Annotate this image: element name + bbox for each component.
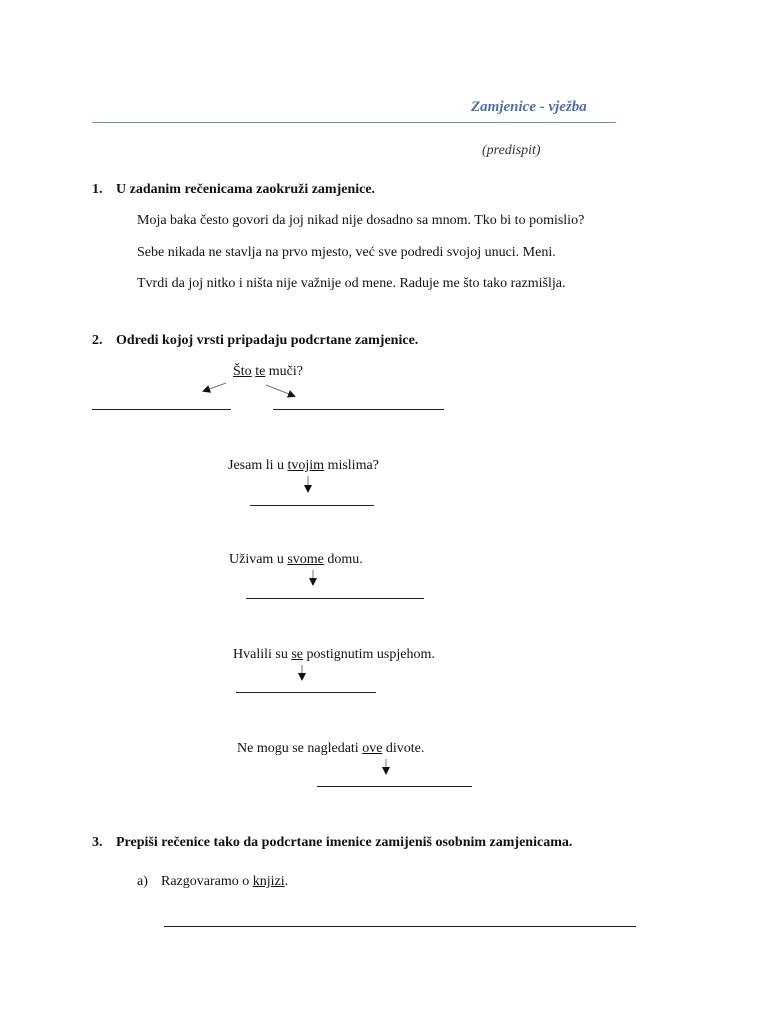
underlined-pronoun: se <box>291 647 304 662</box>
task-1-sentence: Tvrdi da joj nitko i ništa nije važnije od mene. Raduje me što tako razmišlja. <box>137 276 566 291</box>
sentence-start: Ne mogu se nagledati <box>237 741 363 756</box>
answer-line[interactable] <box>92 409 231 410</box>
answer-line[interactable] <box>236 692 376 693</box>
task-2-sentence-2 <box>228 458 379 474</box>
answer-line[interactable] <box>246 598 424 599</box>
sentence-start: Uživam u <box>229 552 288 567</box>
task-3-number: 3. <box>92 835 103 850</box>
sentence-rest: muči? <box>265 364 304 379</box>
task-1-number: 1. <box>92 182 103 197</box>
task-2-sentence-4 <box>233 647 435 663</box>
sentence-start: Razgovaramo o <box>161 874 253 889</box>
task-2-sentence-3 <box>229 552 363 568</box>
task-3-item-a <box>137 874 288 890</box>
task-2-sentence-5 <box>237 741 424 757</box>
sentence-rest: . <box>284 874 289 889</box>
page-subtitle: (predispit) <box>482 143 541 158</box>
sentence-rest: divote. <box>382 741 425 756</box>
arrow-icon <box>204 383 226 391</box>
sentence-start: Jesam li u <box>228 458 288 473</box>
task-2-sentence-1 <box>233 364 303 380</box>
title-rule <box>92 122 616 123</box>
task-1-heading <box>92 182 375 198</box>
underlined-pronoun: te <box>255 364 266 379</box>
task-2-instruction: Odredi kojoj vrsti pripadaju podcrtane zamjenice. <box>116 333 419 348</box>
underlined-pronoun: svome <box>287 552 324 567</box>
task-1-sentence: Sebe nikada ne stavlja na prvo mjesto, već sve podredi svojoj unuci. Meni. <box>137 245 556 260</box>
underlined-noun: knjizi <box>252 874 285 889</box>
answer-line[interactable] <box>273 409 444 410</box>
task-3-heading <box>92 835 572 851</box>
page-title: Zamjenice - vježba <box>471 99 587 115</box>
answer-line[interactable] <box>250 505 374 506</box>
item-label: a) <box>137 874 148 889</box>
task-1-sentence: Moja baka često govori da joj nikad nije dosadno sa mnom. Tko bi to pomislio? <box>137 213 585 228</box>
sentence-rest: mislima? <box>324 458 379 473</box>
underlined-pronoun: ove <box>362 741 383 756</box>
underlined-pronoun: tvojim <box>287 458 325 473</box>
underlined-pronoun: Što <box>233 364 252 379</box>
answer-line[interactable] <box>164 926 636 927</box>
task-3-instruction: Prepiši rečenice tako da podcrtane imenice zamijeniš osobnim zamjenicama. <box>116 835 573 850</box>
answer-line[interactable] <box>317 786 472 787</box>
task-1-instruction: U zadanim rečenicama zaokruži zamjenice. <box>116 182 376 197</box>
task-2-heading <box>92 333 418 349</box>
sentence-rest: postignutim uspjehom. <box>303 647 435 662</box>
task-2-number: 2. <box>92 333 103 348</box>
sentence-start: Hvalili su <box>233 647 292 662</box>
sentence-rest: domu. <box>323 552 363 567</box>
arrow-icon <box>266 385 294 396</box>
